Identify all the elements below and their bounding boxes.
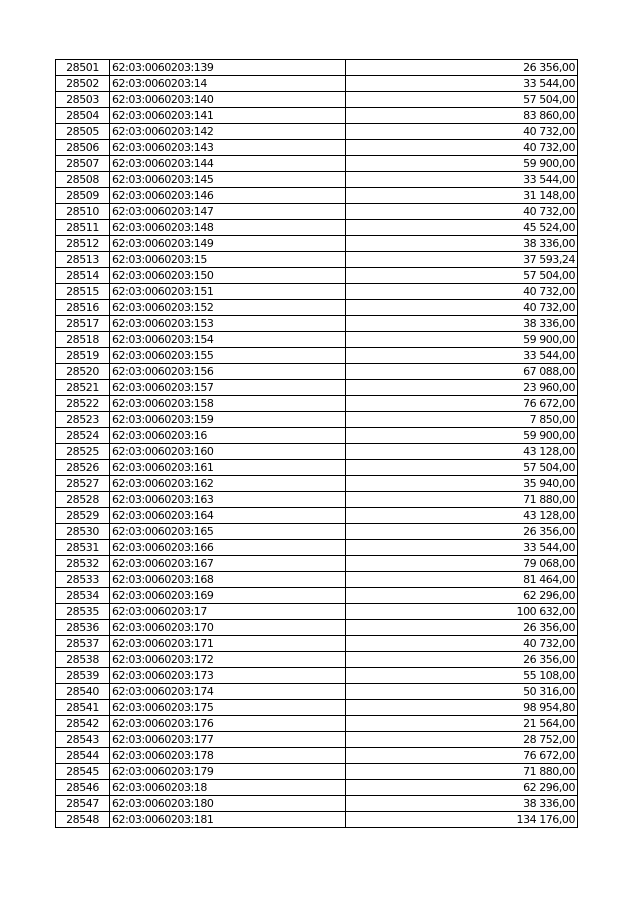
value-cell: 26 356,00	[346, 524, 578, 540]
row-number-cell: 28501	[56, 60, 110, 76]
table-row	[56, 284, 578, 300]
value-cell: 37 593,24	[346, 252, 578, 268]
cadastral-number-cell: 62:03:0060203:164	[110, 508, 346, 524]
row-number-cell: 28537	[56, 636, 110, 652]
table-row	[56, 716, 578, 732]
cadastral-number-cell: 62:03:0060203:145	[110, 172, 346, 188]
value-cell: 28 752,00	[346, 732, 578, 748]
value-cell: 59 900,00	[346, 332, 578, 348]
table-row	[56, 300, 578, 316]
table-row	[56, 108, 578, 124]
row-number-cell: 28504	[56, 108, 110, 124]
cadastral-number-cell: 62:03:0060203:142	[110, 124, 346, 140]
row-number-cell: 28512	[56, 236, 110, 252]
cadastral-number-cell: 62:03:0060203:176	[110, 716, 346, 732]
cadastral-number-cell: 62:03:0060203:175	[110, 700, 346, 716]
row-number-cell: 28547	[56, 796, 110, 812]
table-row	[56, 540, 578, 556]
row-number-cell: 28518	[56, 332, 110, 348]
value-cell: 71 880,00	[346, 764, 578, 780]
table-body	[56, 60, 578, 828]
cadastral-number-cell: 62:03:0060203:156	[110, 364, 346, 380]
value-cell: 83 860,00	[346, 108, 578, 124]
row-number-cell: 28513	[56, 252, 110, 268]
row-number-cell: 28508	[56, 172, 110, 188]
cadastral-number-cell: 62:03:0060203:172	[110, 652, 346, 668]
table-row	[56, 444, 578, 460]
row-number-cell: 28519	[56, 348, 110, 364]
cadastral-number-cell: 62:03:0060203:151	[110, 284, 346, 300]
value-cell: 62 296,00	[346, 588, 578, 604]
row-number-cell: 28548	[56, 812, 110, 828]
table-row	[56, 636, 578, 652]
table-row	[56, 316, 578, 332]
cadastral-number-cell: 62:03:0060203:167	[110, 556, 346, 572]
value-cell: 38 336,00	[346, 796, 578, 812]
table-row	[56, 604, 578, 620]
cadastral-number-cell: 62:03:0060203:158	[110, 396, 346, 412]
row-number-cell: 28521	[56, 380, 110, 396]
table-row	[56, 396, 578, 412]
table-row	[56, 252, 578, 268]
table-row	[56, 508, 578, 524]
cadastral-number-cell: 62:03:0060203:144	[110, 156, 346, 172]
value-cell: 40 732,00	[346, 140, 578, 156]
row-number-cell: 28514	[56, 268, 110, 284]
cadastral-number-cell: 62:03:0060203:17	[110, 604, 346, 620]
table-row	[56, 332, 578, 348]
table-row	[56, 156, 578, 172]
value-cell: 31 148,00	[346, 188, 578, 204]
table-row	[56, 268, 578, 284]
table-row	[56, 812, 578, 828]
cadastral-number-cell: 62:03:0060203:170	[110, 620, 346, 636]
row-number-cell: 28525	[56, 444, 110, 460]
value-cell: 26 356,00	[346, 60, 578, 76]
value-cell: 57 504,00	[346, 268, 578, 284]
value-cell: 33 544,00	[346, 540, 578, 556]
cadastral-number-cell: 62:03:0060203:174	[110, 684, 346, 700]
table-row	[56, 764, 578, 780]
value-cell: 38 336,00	[346, 316, 578, 332]
cadastral-number-cell: 62:03:0060203:169	[110, 588, 346, 604]
table-row	[56, 700, 578, 716]
table-row	[56, 492, 578, 508]
cadastral-number-cell: 62:03:0060203:143	[110, 140, 346, 156]
table-row	[56, 76, 578, 92]
cadastral-number-cell: 62:03:0060203:171	[110, 636, 346, 652]
table-row	[56, 124, 578, 140]
row-number-cell: 28516	[56, 300, 110, 316]
table-row	[56, 380, 578, 396]
cadastral-number-cell: 62:03:0060203:168	[110, 572, 346, 588]
row-number-cell: 28515	[56, 284, 110, 300]
value-cell: 57 504,00	[346, 92, 578, 108]
value-cell: 76 672,00	[346, 748, 578, 764]
table-row	[56, 220, 578, 236]
table-row	[56, 92, 578, 108]
cadastral-number-cell: 62:03:0060203:173	[110, 668, 346, 684]
cadastral-number-cell: 62:03:0060203:147	[110, 204, 346, 220]
cadastral-number-cell: 62:03:0060203:160	[110, 444, 346, 460]
row-number-cell: 28520	[56, 364, 110, 380]
value-cell: 40 732,00	[346, 124, 578, 140]
value-cell: 21 564,00	[346, 716, 578, 732]
table-row	[56, 60, 578, 76]
cadastral-number-cell: 62:03:0060203:180	[110, 796, 346, 812]
cadastral-number-cell: 62:03:0060203:181	[110, 812, 346, 828]
value-cell: 134 176,00	[346, 812, 578, 828]
value-cell: 62 296,00	[346, 780, 578, 796]
value-cell: 59 900,00	[346, 156, 578, 172]
document-page	[55, 59, 578, 828]
table-row	[56, 428, 578, 444]
cadastral-number-cell: 62:03:0060203:163	[110, 492, 346, 508]
value-cell: 26 356,00	[346, 652, 578, 668]
cadastral-number-cell: 62:03:0060203:148	[110, 220, 346, 236]
row-number-cell: 28530	[56, 524, 110, 540]
row-number-cell: 28510	[56, 204, 110, 220]
row-number-cell: 28534	[56, 588, 110, 604]
value-cell: 38 336,00	[346, 236, 578, 252]
row-number-cell: 28529	[56, 508, 110, 524]
row-number-cell: 28533	[56, 572, 110, 588]
row-number-cell: 28539	[56, 668, 110, 684]
row-number-cell: 28538	[56, 652, 110, 668]
value-cell: 76 672,00	[346, 396, 578, 412]
value-cell: 59 900,00	[346, 428, 578, 444]
table-row	[56, 588, 578, 604]
table-row	[56, 172, 578, 188]
row-number-cell: 28545	[56, 764, 110, 780]
table-row	[56, 524, 578, 540]
value-cell: 35 940,00	[346, 476, 578, 492]
cadastral-number-cell: 62:03:0060203:165	[110, 524, 346, 540]
cadastral-number-cell: 62:03:0060203:177	[110, 732, 346, 748]
row-number-cell: 28536	[56, 620, 110, 636]
row-number-cell: 28528	[56, 492, 110, 508]
cadastral-number-cell: 62:03:0060203:141	[110, 108, 346, 124]
value-cell: 33 544,00	[346, 76, 578, 92]
row-number-cell: 28526	[56, 460, 110, 476]
cadastral-number-cell: 62:03:0060203:15	[110, 252, 346, 268]
row-number-cell: 28531	[56, 540, 110, 556]
cadastral-number-cell: 62:03:0060203:179	[110, 764, 346, 780]
value-cell: 26 356,00	[346, 620, 578, 636]
value-cell: 43 128,00	[346, 444, 578, 460]
cadastral-number-cell: 62:03:0060203:161	[110, 460, 346, 476]
cadastral-number-cell: 62:03:0060203:140	[110, 92, 346, 108]
row-number-cell: 28546	[56, 780, 110, 796]
cadastral-number-cell: 62:03:0060203:153	[110, 316, 346, 332]
value-cell: 40 732,00	[346, 636, 578, 652]
cadastral-value-table	[55, 59, 578, 828]
table-row	[56, 476, 578, 492]
table-row	[56, 684, 578, 700]
table-row	[56, 412, 578, 428]
row-number-cell: 28544	[56, 748, 110, 764]
value-cell: 45 524,00	[346, 220, 578, 236]
value-cell: 55 108,00	[346, 668, 578, 684]
table-row	[56, 140, 578, 156]
table-row	[56, 748, 578, 764]
table-row	[56, 556, 578, 572]
row-number-cell: 28524	[56, 428, 110, 444]
row-number-cell: 28543	[56, 732, 110, 748]
table-row	[56, 652, 578, 668]
cadastral-number-cell: 62:03:0060203:157	[110, 380, 346, 396]
row-number-cell: 28527	[56, 476, 110, 492]
value-cell: 33 544,00	[346, 172, 578, 188]
table-row	[56, 188, 578, 204]
cadastral-number-cell: 62:03:0060203:178	[110, 748, 346, 764]
value-cell: 43 128,00	[346, 508, 578, 524]
value-cell: 33 544,00	[346, 348, 578, 364]
row-number-cell: 28511	[56, 220, 110, 236]
cadastral-number-cell: 62:03:0060203:14	[110, 76, 346, 92]
value-cell: 50 316,00	[346, 684, 578, 700]
row-number-cell: 28506	[56, 140, 110, 156]
value-cell: 67 088,00	[346, 364, 578, 380]
row-number-cell: 28502	[56, 76, 110, 92]
cadastral-number-cell: 62:03:0060203:152	[110, 300, 346, 316]
row-number-cell: 28505	[56, 124, 110, 140]
cadastral-number-cell: 62:03:0060203:18	[110, 780, 346, 796]
table-row	[56, 460, 578, 476]
row-number-cell: 28540	[56, 684, 110, 700]
table-row	[56, 348, 578, 364]
cadastral-number-cell: 62:03:0060203:146	[110, 188, 346, 204]
table-row	[56, 204, 578, 220]
cadastral-number-cell: 62:03:0060203:162	[110, 476, 346, 492]
cadastral-number-cell: 62:03:0060203:150	[110, 268, 346, 284]
row-number-cell: 28532	[56, 556, 110, 572]
value-cell: 23 960,00	[346, 380, 578, 396]
value-cell: 98 954,80	[346, 700, 578, 716]
row-number-cell: 28522	[56, 396, 110, 412]
table-row	[56, 796, 578, 812]
value-cell: 79 068,00	[346, 556, 578, 572]
row-number-cell: 28541	[56, 700, 110, 716]
value-cell: 81 464,00	[346, 572, 578, 588]
row-number-cell: 28517	[56, 316, 110, 332]
row-number-cell: 28507	[56, 156, 110, 172]
value-cell: 40 732,00	[346, 284, 578, 300]
row-number-cell: 28542	[56, 716, 110, 732]
cadastral-number-cell: 62:03:0060203:149	[110, 236, 346, 252]
value-cell: 40 732,00	[346, 300, 578, 316]
cadastral-number-cell: 62:03:0060203:16	[110, 428, 346, 444]
cadastral-number-cell: 62:03:0060203:166	[110, 540, 346, 556]
value-cell: 57 504,00	[346, 460, 578, 476]
table-row	[56, 620, 578, 636]
row-number-cell: 28503	[56, 92, 110, 108]
table-row	[56, 364, 578, 380]
value-cell: 40 732,00	[346, 204, 578, 220]
cadastral-number-cell: 62:03:0060203:155	[110, 348, 346, 364]
value-cell: 71 880,00	[346, 492, 578, 508]
value-cell: 7 850,00	[346, 412, 578, 428]
table-row	[56, 668, 578, 684]
table-row	[56, 236, 578, 252]
cadastral-number-cell: 62:03:0060203:154	[110, 332, 346, 348]
row-number-cell: 28509	[56, 188, 110, 204]
value-cell: 100 632,00	[346, 604, 578, 620]
row-number-cell: 28535	[56, 604, 110, 620]
table-row	[56, 780, 578, 796]
cadastral-number-cell: 62:03:0060203:139	[110, 60, 346, 76]
table-row	[56, 572, 578, 588]
row-number-cell: 28523	[56, 412, 110, 428]
cadastral-number-cell: 62:03:0060203:159	[110, 412, 346, 428]
table-row	[56, 732, 578, 748]
